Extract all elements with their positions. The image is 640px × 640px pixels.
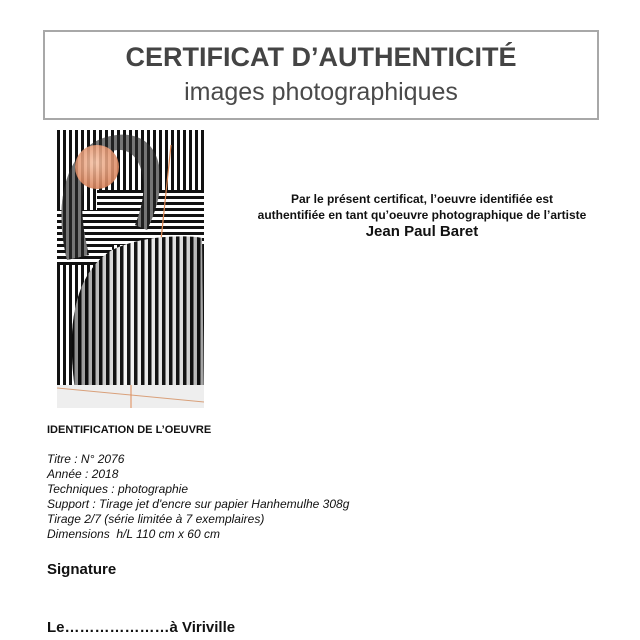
authenticity-statement [232, 191, 612, 241]
statement-line-1: Par le présent certificat, l’oeuvre identifiée est [290, 192, 554, 206]
certificate-title: CERTIFICAT D’AUTHENTICITÉ [125, 42, 517, 72]
detail-edition: Tirage 2/7 (série limitée à 7 exemplaires) [47, 512, 265, 526]
identification-heading: IDENTIFICATION DE L’OEUVRE [47, 424, 212, 436]
detail-title: Titre : N° 2076 [47, 452, 125, 466]
detail-support: Support : Tirage jet d'encre sur papier Hanhemulhe 308g [47, 497, 350, 511]
detail-year: Année : 2018 [47, 467, 119, 481]
certificate-title-box [43, 30, 599, 120]
artist-name: Jean Paul Baret [365, 223, 479, 240]
identification-details [47, 452, 349, 542]
artwork-photo [57, 130, 204, 408]
signature-label: Signature [47, 561, 117, 578]
place-date-line: Le…………………à Viriville [47, 619, 236, 636]
statement-line-2: authentifiée en tant qu’oeuvre photographique de l’artiste [257, 208, 587, 222]
certificate-subtitle: images photographiques [184, 78, 458, 106]
detail-dimensions: Dimensions h/L 110 cm x 60 cm [47, 527, 220, 541]
detail-techniques: Techniques : photographie [47, 482, 188, 496]
